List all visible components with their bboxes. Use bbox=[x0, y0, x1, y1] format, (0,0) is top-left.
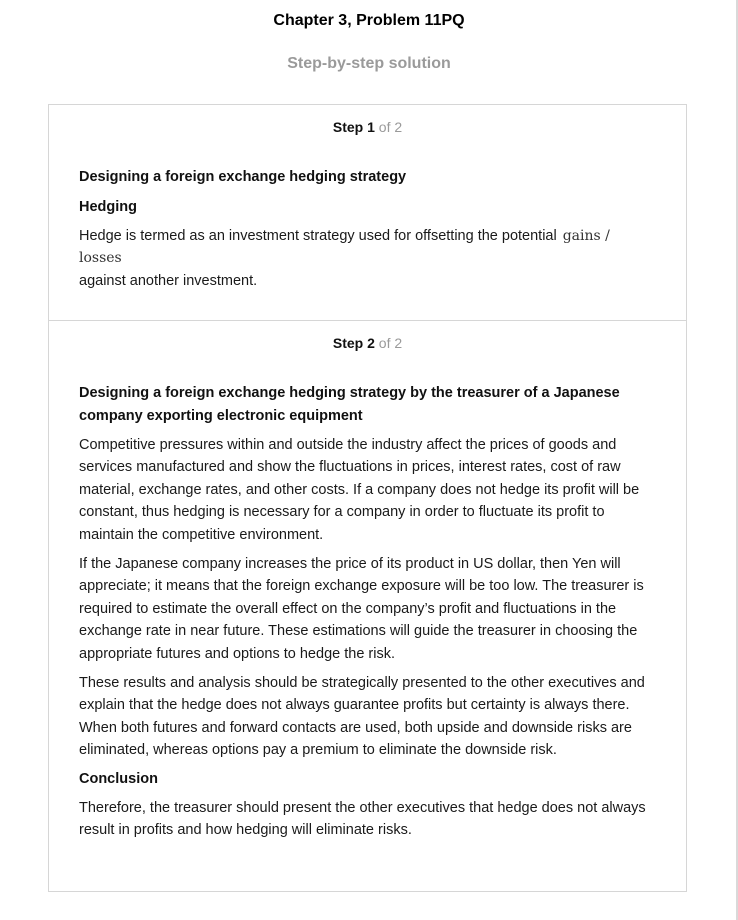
gains-losses-formula: gains / losses bbox=[79, 228, 610, 267]
conclusion-paragraph: Therefore, the treasurer should present the other executives that hedge does not always result in profits and how hedging will eliminate risks. bbox=[79, 799, 646, 839]
step-1-section bbox=[49, 105, 686, 321]
step-1-text-before: Hedge is termed as an investment strategy used for offsetting the potential bbox=[79, 228, 557, 244]
step-1-count: of 2 bbox=[378, 119, 403, 135]
step-2-count: of 2 bbox=[378, 335, 403, 351]
solution-card bbox=[48, 104, 687, 892]
step-2-label: Step 2 bbox=[332, 335, 375, 351]
step-1-heading: Designing a foreign exchange hedging strategy bbox=[79, 169, 407, 185]
step-1-header bbox=[79, 119, 656, 135]
step-1-text-after: against another investment. bbox=[79, 272, 258, 289]
conclusion-heading: Conclusion bbox=[79, 770, 158, 787]
step-1-subheading: Hedging bbox=[79, 199, 137, 215]
page-title: Chapter 3, Problem 11PQ bbox=[273, 12, 465, 29]
step-1-label: Step 1 bbox=[332, 119, 375, 135]
step-2-header bbox=[79, 335, 656, 351]
step-2-paragraph-3: These results and analysis should be strategically presented to the other executives and explain that the hedge does not always guarantee profits but certainty is always there. When both futures and forward contacts are used, both upside and downside risks are eliminated, whereas options pay a premium to eliminate the downside risk. bbox=[79, 675, 645, 759]
step-2-heading: Designing a foreign exchange hedging strategy by the treasurer of a Japanese company exporting electronic equipment bbox=[79, 385, 620, 424]
solution-subtitle: Step-by-step solution bbox=[287, 55, 451, 72]
step-1-paragraph bbox=[79, 225, 656, 292]
step-2-paragraph-2: If the Japanese company increases the price of its product in US dollar, then Yen will appreciate; it means that the foreign exchange exposure will be too low. The treasurer is required to estimate the overall effect on the company’s profit and fluctuations in the exchange rate in near future. These estimations will guide the treasurer in choosing the appropriate futures and options to hedge the risk. bbox=[79, 556, 644, 662]
step-2-section bbox=[49, 321, 686, 891]
step-2-paragraph-1: Competitive pressures within and outside the industry affect the prices of goods and services manufactured and show the fluctuations in prices, interest rates, cost of raw material, exchange rates, and other costs. If a company does not hedge its profit will be constant, thus hedging is necessary for a company in order to fluctuate its profit to maintain the competitive environment. bbox=[79, 437, 640, 543]
